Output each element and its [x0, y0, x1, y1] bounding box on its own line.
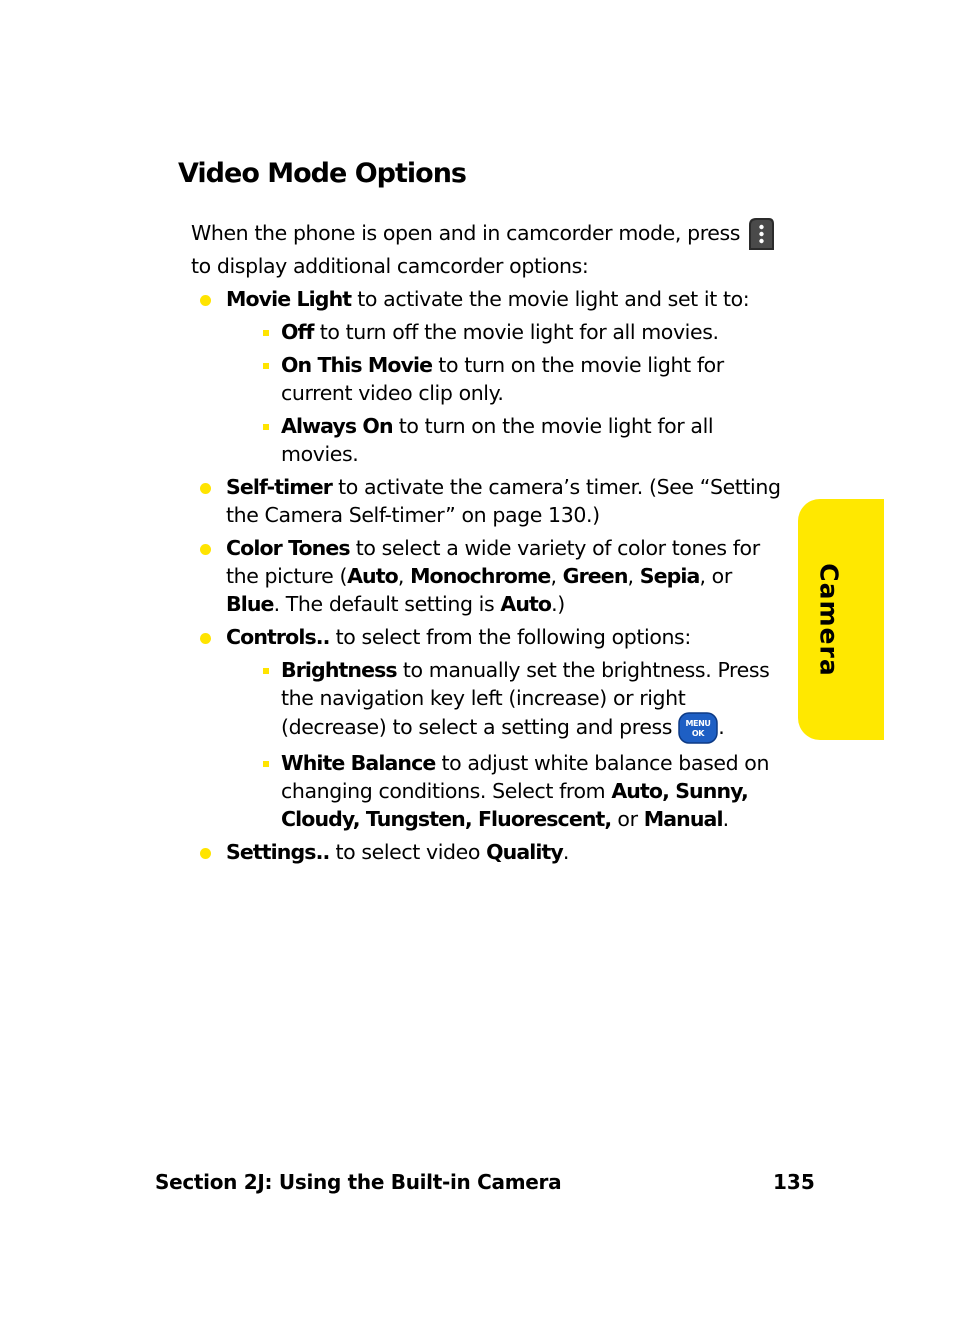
term-always-on: Always On	[281, 414, 393, 438]
page-title: Video Mode Options	[178, 158, 467, 189]
list-item-white-balance	[226, 749, 791, 833]
options-content	[191, 216, 791, 871]
tone-sep: ,	[550, 564, 563, 588]
term-off: Off	[281, 320, 314, 344]
tone-monochrome: Monochrome	[410, 564, 551, 588]
tone-default: Auto	[500, 592, 552, 616]
desc-color-tones-3: .)	[551, 592, 565, 616]
desc-off: to turn off the movie light for all movies.	[313, 320, 719, 344]
footer-section-title: Section 2J: Using the Built-in Camera	[155, 1170, 562, 1194]
term-color-tones: Color Tones	[226, 536, 350, 560]
bullet-dot-icon	[200, 848, 211, 859]
intro-paragraph	[191, 216, 791, 280]
desc-settings: to select video	[329, 840, 487, 864]
options-list	[191, 285, 791, 866]
term-movie-light: Movie Light	[226, 287, 352, 311]
white-balance-end: .	[722, 807, 729, 831]
desc-controls: to select from the following options:	[329, 625, 691, 649]
bullet-square-icon	[263, 330, 269, 336]
tone-sep: , or	[699, 564, 732, 588]
footer-page-number: 135	[773, 1170, 815, 1194]
desc-movie-light: to activate the movie light and set it to:	[351, 287, 750, 311]
bullet-square-icon	[263, 668, 269, 674]
desc-white-balance-2: or	[611, 807, 644, 831]
desc-brightness: to manually set the brightness. Press the navigation key left (increase) or right (decrease) to select a setting and press	[281, 658, 770, 739]
options-key-icon	[746, 216, 776, 252]
tone-sepia: Sepia	[639, 564, 700, 588]
term-self-timer: Self-timer	[226, 475, 332, 499]
bullet-square-icon	[263, 424, 269, 430]
bullet-dot-icon	[200, 633, 211, 644]
list-item-settings	[191, 838, 791, 866]
intro-text-after: to display additional camcorder options:	[191, 254, 589, 278]
desc-always-on: to turn on the movie light for all movies.	[281, 414, 714, 466]
list-item-controls	[191, 623, 791, 833]
bullet-square-icon	[263, 761, 269, 767]
term-brightness: Brightness	[281, 658, 397, 682]
tone-sep: ,	[627, 564, 640, 588]
bullet-dot-icon	[200, 483, 211, 494]
section-tab-label: Camera	[814, 563, 844, 677]
list-item-on-this-movie	[226, 351, 791, 407]
list-item-movie-light	[191, 285, 791, 468]
tone-auto: Auto	[347, 564, 398, 588]
menu-ok-text-top: MENU	[685, 719, 711, 728]
list-item-brightness	[226, 656, 791, 744]
term-on-this-movie: On This Movie	[281, 353, 433, 377]
movie-light-sublist	[226, 318, 791, 468]
brightness-end: .	[718, 715, 725, 739]
tone-sep: ,	[397, 564, 411, 588]
tone-green: Green	[562, 564, 628, 588]
bullet-dot-icon	[200, 295, 211, 306]
list-item-color-tones	[191, 534, 791, 618]
desc-color-tones-1: to select a wide variety of color tones for the picture (	[226, 536, 760, 588]
term-settings: Settings..	[226, 840, 330, 864]
menu-ok-text-bottom: OK	[692, 729, 705, 738]
intro-text-before: When the phone is open and in camcorder mode, press	[191, 221, 741, 245]
settings-quality: Quality	[486, 840, 563, 864]
white-balance-manual: Manual	[643, 807, 723, 831]
controls-sublist	[226, 656, 791, 833]
list-item-self-timer	[191, 473, 791, 529]
desc-white-balance-1: to adjust white balance based on changing conditions. Select from	[281, 751, 770, 803]
menu-ok-key-icon	[678, 712, 718, 744]
term-white-balance: White Balance	[281, 751, 436, 775]
white-balance-choices: Auto, Sunny, Cloudy, Tungsten, Fluorescent,	[281, 779, 748, 831]
tone-blue: Blue	[226, 592, 274, 616]
desc-self-timer: to activate the camera’s timer. (See “Setting the Camera Self-timer” on page 130.)	[226, 475, 781, 527]
bullet-square-icon	[263, 363, 269, 369]
settings-end: .	[562, 840, 569, 864]
list-item-off	[226, 318, 791, 346]
list-item-always-on	[226, 412, 791, 468]
desc-color-tones-2: . The default setting is	[273, 592, 501, 616]
desc-on-this-movie: to turn on the movie light for current video clip only.	[281, 353, 724, 405]
term-controls: Controls..	[226, 625, 330, 649]
bullet-dot-icon	[200, 544, 211, 555]
